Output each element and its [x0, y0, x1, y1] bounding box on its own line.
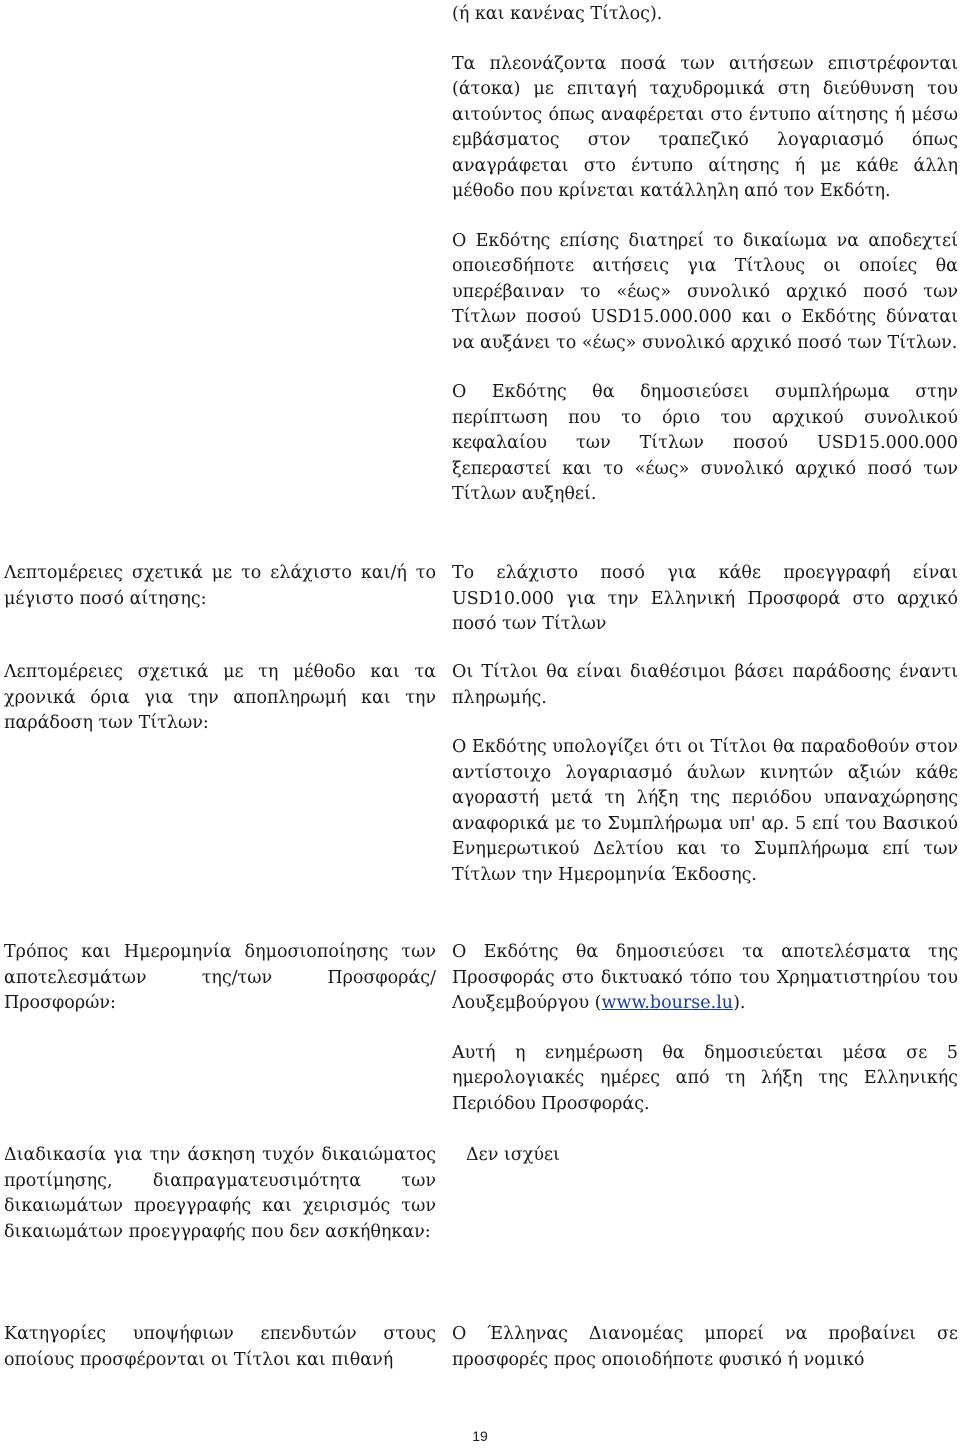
paragraph: Ο Έλληνας Διανομέας μπορεί να προβαίνει σε προσφορές προς οποιοδήποτε φυσικό ή νομικό [452, 1324, 958, 1370]
paragraph [452, 940, 958, 1017]
paragraph: Δεν ισχύει [466, 1145, 560, 1165]
min-max-value [452, 561, 958, 638]
paragraph: Ο Εκδότης επίσης διατηρεί το δικαίωμα να αποδεχτεί οποιεσδήποτε αιτήσεις για Τίτλους οι οποίες θα υπερέβαιναν το «έως» συνολικό αρχικό ποσό των Τίτλων ποσού USD15.000.000 και ο Εκδότης δύναται να αυξάνει το «έως» συνολικό αρχικό ποσό των Τίτλων. [452, 230, 958, 353]
preemption-label: Διαδικασία για την άσκηση τυχόν δικαιώματος προτίμησης, διαπραγματευσιμότητα των δικαιωμάτων προεγγραφής και χειρισμός των δικαιωμάτων προεγγραφής που δεν ασκήθηκαν: [4, 1145, 436, 1242]
paragraph: Τα πλεονάζοντα ποσά των αιτήσεων επιστρέφονται (άτοκα) με επιταγή ταχυδρομικά στη διεύθυνση του αιτούντος όπως αναφέρεται στο έντυπο αίτησης ή μέσω εμβάσματος στον τραπεζικό λογαριασμό όπως αναγράφεται στο έντυπο αίτησης ή με κάθε άλλη μέθοδο που κρίνεται κατάλληλη από τον Εκδότη. [452, 53, 958, 201]
payment-delivery-label: Λεπτομέρειες σχετικά με τη μέθοδο και τα χρονικά όρια για την αποπληρωμή και την παράδοση των Τίτλων: [4, 662, 436, 733]
paragraph: Αυτή η ενημέρωση θα δημοσιεύεται μέσα σε 5 ημερολογιακές ημέρες από τη λήξη της Ελληνικής Περιόδου Προσφοράς. [452, 1042, 958, 1114]
publication-text-before: Ο Εκδότης θα δημοσιεύσει τα αποτελέσματα της Προσφοράς στο δικτυακό τόπο του Χρηματιστηρίου του Λουξεμβούργου ( [452, 942, 958, 1013]
payment-delivery-value [452, 660, 958, 888]
paragraph: Το ελάχιστο ποσό για κάθε προεγγραφή είναι USD10.000 για την Ελληνική Προσφορά στο αρχικό ποσό των Τίτλων [452, 563, 958, 634]
bourse-link[interactable]: www.bourse.lu [601, 993, 734, 1013]
paragraph: Ο Εκδότης θα δημοσιεύσει συμπλήρωμα στην περίπτωση που το όριο του αρχικού συνολικού κεφαλαίου των Τίτλων ποσού USD15.000.000 ξεπεραστεί και το «έως» συνολικό αρχικό ποσό των Τίτλων αυξηθεί. [452, 382, 958, 504]
paragraph: Οι Τίτλοι θα είναι διαθέσιμοι βάσει παράδοσης έναντι πληρωμής. [452, 662, 958, 708]
publication-text-after: ). [733, 993, 746, 1013]
page-number: 19 [472, 1428, 488, 1444]
investors-label: Κατηγορίες υποψήφιων επενδυτών στους οποίους προσφέρονται οι Τίτλοι και πιθανή [4, 1324, 436, 1370]
min-max-label: Λεπτομέρειες σχετικά με το ελάχιστο και/ή το μέγιστο ποσό αίτησης: [4, 563, 436, 609]
preemption-value [466, 1143, 960, 1169]
investors-value [452, 1322, 958, 1373]
publication-label: Τρόπος και Ημερομηνία δημοσιοποίησης των αποτελεσμάτων της/των Προσφοράς/Προσφορών: [4, 942, 436, 1013]
publication-value [452, 940, 958, 1117]
offer-continuation-block [452, 2, 958, 508]
paragraph: Ο Εκδότης υπολογίζει ότι οι Τίτλοι θα παραδοθούν στον αντίστοιχο λογαριασμό άυλων κινητών αξιών κάθε αγοραστή μετά τη λήξη της περιόδου υπαναχώρησης αναφορικά με το Συμπλήρωμα υπ' αρ. 5 επί του Βασικού Ενημερωτικού Δελτίου και το Συμπλήρωμα επί των Τίτλων την Ημερομηνία Έκδοσης. [452, 737, 958, 885]
paragraph: (ή και κανένας Τίτλος). [452, 4, 663, 24]
